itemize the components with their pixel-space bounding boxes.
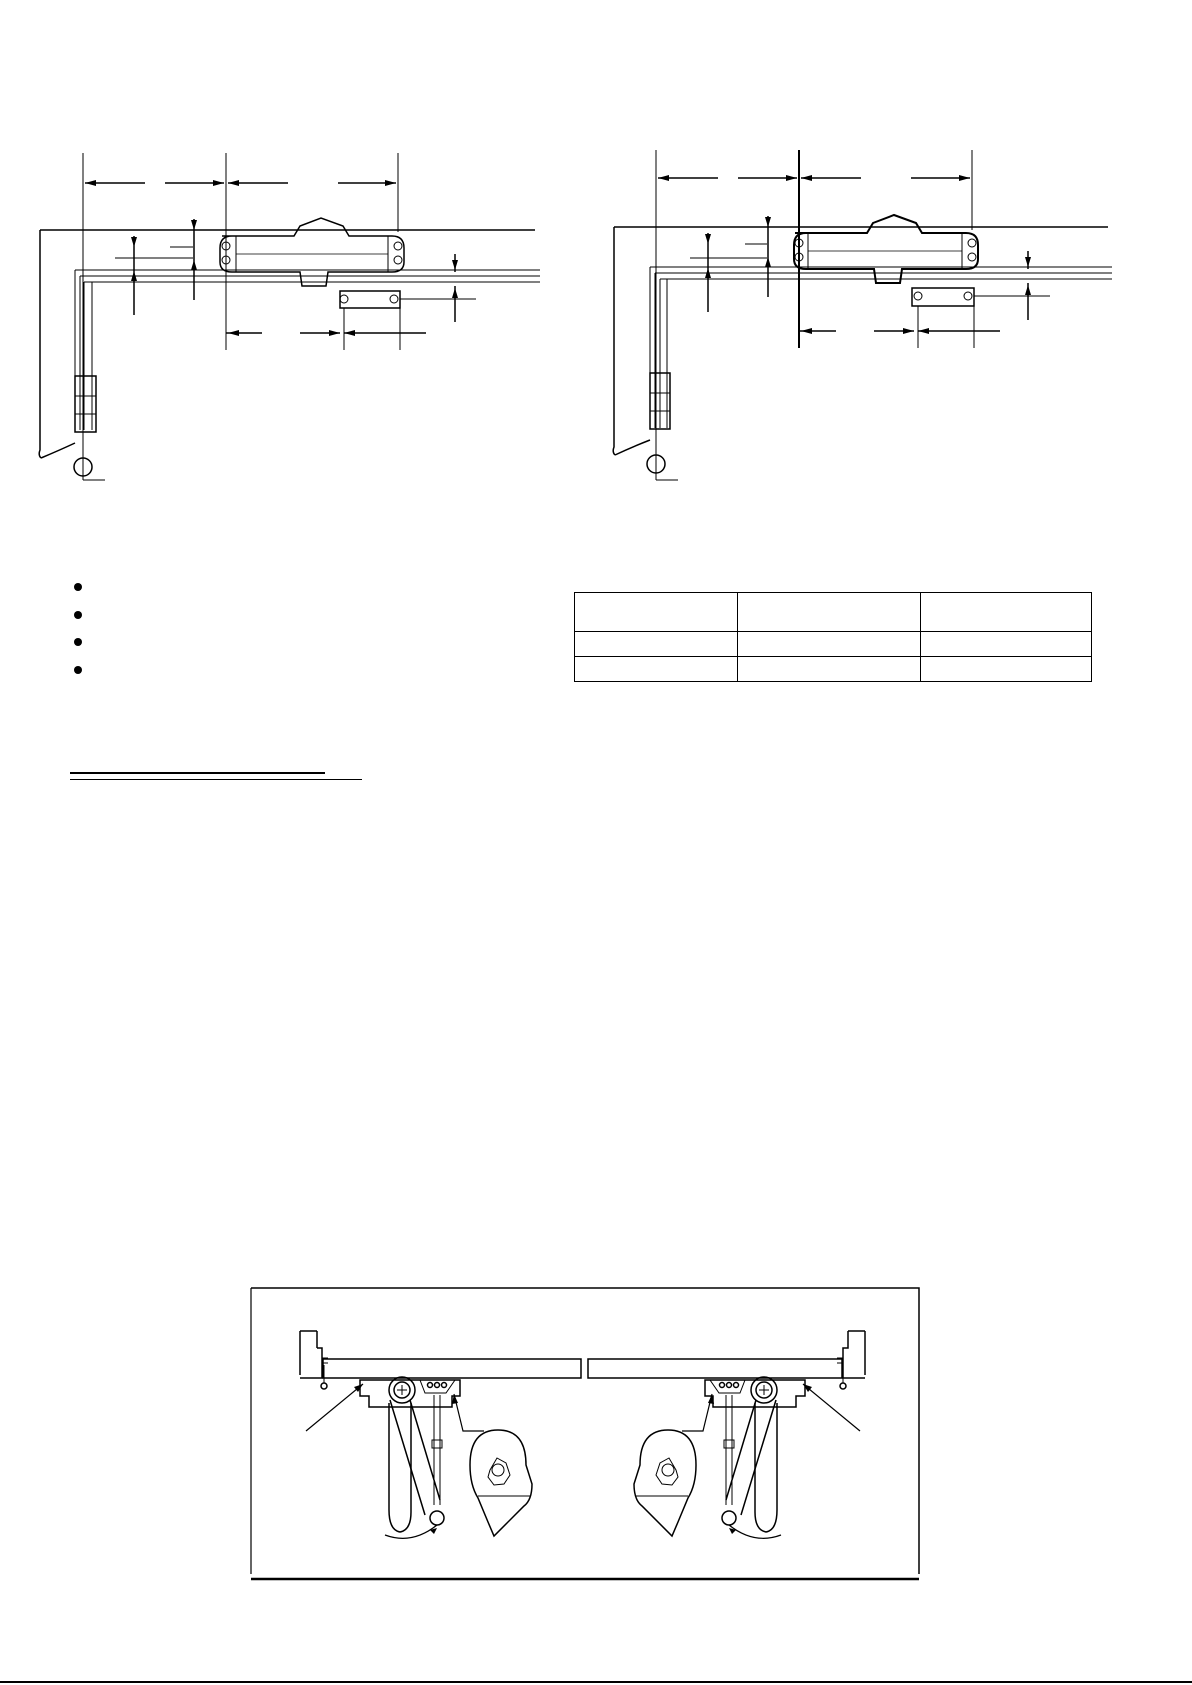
footer-rule	[0, 1681, 1192, 1683]
left-jamb	[300, 1331, 322, 1378]
left-adjust-detail	[470, 1430, 532, 1536]
right-door	[588, 1359, 842, 1378]
right-jamb	[843, 1331, 865, 1378]
right-adjust-detail	[634, 1430, 696, 1536]
left-door	[323, 1359, 581, 1378]
figure-frame	[251, 1288, 919, 1574]
